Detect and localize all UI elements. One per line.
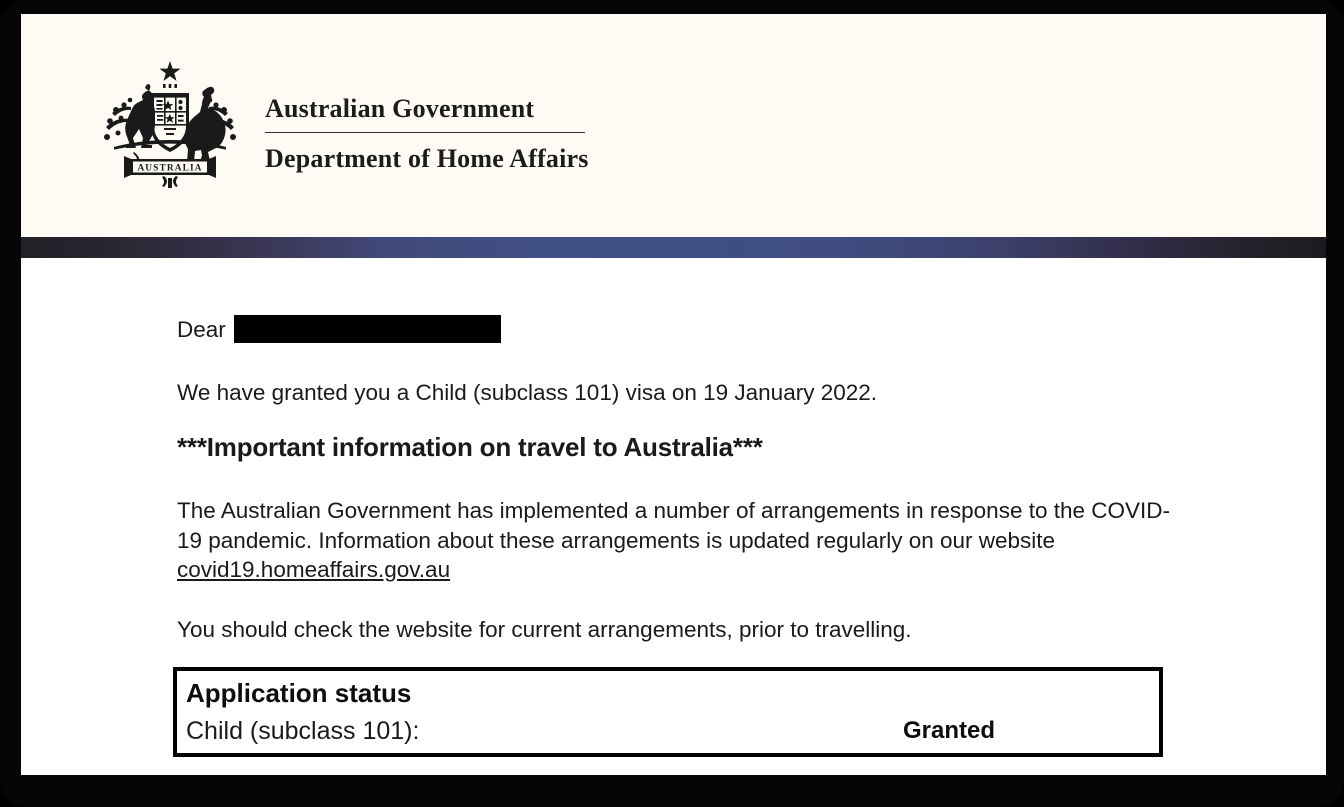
letterhead — [21, 14, 1326, 237]
check-website-note: You should check the website for current arrangements, prior to travelling. — [177, 617, 912, 642]
letter-body — [21, 258, 1326, 775]
australian-coat-of-arms-icon — [94, 55, 246, 189]
application-status-row — [186, 714, 1154, 750]
covid-paragraph-text: The Australian Government has implemented a number of arrangements in response to the COVID-19 pandemic. Information about these arrangements is updated regularly on our website — [177, 498, 1170, 553]
department-name: Department of Home Affairs — [265, 144, 589, 173]
salutation-prefix: Dear — [177, 317, 226, 342]
application-status-value: Granted — [903, 717, 996, 744]
brand-gradient-bar — [21, 237, 1326, 258]
wordmark-divider — [265, 132, 585, 133]
salutation — [177, 315, 501, 345]
redacted-recipient-name — [234, 315, 501, 343]
application-status-label: Child (subclass 101): — [186, 717, 420, 745]
application-status-title: Application status — [186, 678, 412, 708]
covid-arrangements-paragraph — [177, 496, 1172, 585]
svg-text:AUSTRALIA: AUSTRALIA — [137, 163, 203, 174]
organisation-name: Australian Government — [265, 94, 535, 123]
document-page — [21, 14, 1326, 775]
visa-grant-statement: We have granted you a Child (subclass 101) visa on 19 January 2022. — [177, 380, 878, 405]
important-travel-heading: ***Important information on travel to Australia*** — [177, 432, 763, 462]
covid-website-link[interactable]: covid19.homeaffairs.gov.au — [177, 557, 451, 582]
government-wordmark — [265, 94, 595, 174]
application-status-box — [173, 667, 1163, 757]
